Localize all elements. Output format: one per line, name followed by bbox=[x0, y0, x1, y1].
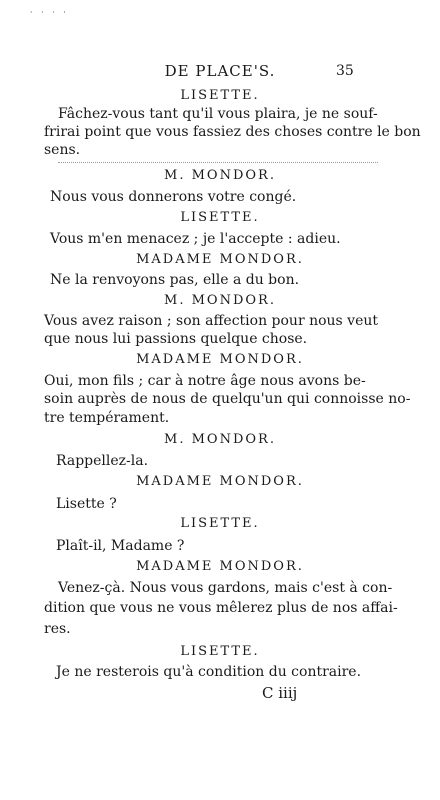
speaker-name: MADAME MONDOR. bbox=[136, 474, 304, 489]
edge-mark: · · · · bbox=[30, 8, 69, 17]
dialogue-line: Vous avez raison ; son affection pour nous veut bbox=[44, 313, 379, 329]
dialogue-line: tre tempérament. bbox=[44, 410, 170, 426]
dialogue-line: Rappellez-la. bbox=[56, 453, 149, 469]
dialogue-line: Oui, mon fils ; car à notre âge nous avons be- bbox=[44, 373, 366, 389]
dialogue-line: Fâchez-vous tant qu'il vous plaira, je ne souf- bbox=[58, 106, 378, 122]
dialogue-line: Lisette ? bbox=[56, 496, 117, 512]
dialogue-line: que nous lui passions quelque chose. bbox=[44, 331, 308, 347]
speaker-name: LISETTE. bbox=[180, 210, 260, 225]
dialogue-line: dition que vous ne vous mêlerez plus de nos affai- bbox=[44, 600, 398, 616]
speaker-name: MADAME MONDOR. bbox=[136, 252, 304, 267]
running-head: DE PLACE'S. bbox=[164, 62, 276, 80]
dialogue-line: frirai point que vous fassiez des choses contre le bon bbox=[44, 124, 421, 140]
dialogue-line: Je ne resterois qu'à condition du contraire. bbox=[56, 664, 362, 680]
dialogue-line: Venez-çà. Nous vous gardons, mais c'est à con- bbox=[58, 580, 393, 596]
dialogue-line: Plaît-il, Madame ? bbox=[56, 538, 185, 554]
dotted-rule bbox=[58, 162, 378, 163]
signature-mark: C iiij bbox=[262, 684, 298, 702]
dialogue-line: Vous m'en menacez ; je l'accepte : adieu. bbox=[50, 231, 341, 247]
speaker-name: MADAME MONDOR. bbox=[136, 559, 304, 574]
speaker-name: M. MONDOR. bbox=[164, 432, 276, 447]
speaker-name: MADAME MONDOR. bbox=[136, 352, 304, 367]
dialogue-line: sens. bbox=[44, 142, 81, 158]
dialogue-line: soin auprès de nous de quelqu'un qui connoisse no- bbox=[44, 391, 411, 407]
dialogue-line: res. bbox=[44, 621, 71, 637]
dialogue-line: Nous vous donnerons votre congé. bbox=[50, 189, 297, 205]
speaker-name: M. MONDOR. bbox=[164, 293, 276, 308]
dialogue-line: Ne la renvoyons pas, elle a du bon. bbox=[50, 272, 300, 288]
speaker-name: LISETTE. bbox=[180, 644, 260, 659]
page-number: 35 bbox=[336, 63, 354, 79]
speaker-name: LISETTE. bbox=[180, 516, 260, 531]
speaker-name: LISETTE. bbox=[180, 88, 260, 103]
speaker-name: M. MONDOR. bbox=[164, 168, 276, 183]
